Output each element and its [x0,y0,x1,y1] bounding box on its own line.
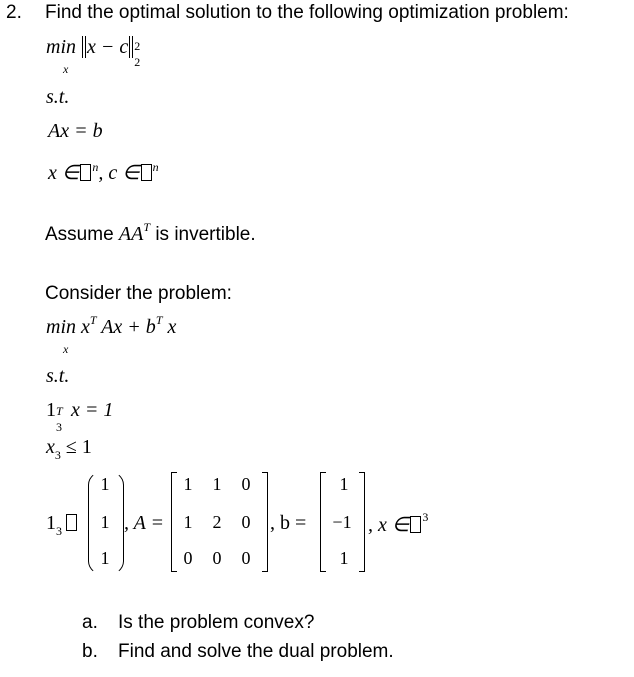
assumption [45,220,256,246]
consider-min: min [46,316,76,338]
min-subscript-var: x [63,62,69,76]
A-bracket-right [262,472,268,572]
consider-x2: x [162,316,177,338]
x3-index: 3 [54,448,61,462]
A-entry: 0 [241,512,251,532]
domain-line [48,160,159,185]
x-domain-dim: 3 [422,510,429,524]
objective [46,36,146,69]
consider-T2: T [155,313,163,327]
A-entry: 0 [241,474,251,494]
ones-vector-entry: 1 [100,474,110,494]
norm-power: 2 [134,39,141,53]
b-bracket-right [359,472,365,572]
domain-dim-1: n [92,160,99,174]
ones-dim: 3 [56,420,62,434]
reals-symbol-icon [141,164,152,181]
assume-suffix: is invertible. [150,224,256,245]
norm-index: 2 [134,55,141,69]
A-entry: 1 [183,474,193,494]
problem-number: 2. [6,2,22,23]
consider-T1: T [89,313,97,327]
reals-symbol-icon [410,516,421,533]
problem-statement: Find the optimal solution to the following optimization problem: [45,2,569,23]
constraint-ax-b: Ax = b [48,120,103,142]
ones-def-dim: 3 [56,524,62,538]
assume-prefix: Assume [45,224,119,245]
question-text: Find and solve the dual problem. [118,641,394,662]
assume-matrix: AA [118,223,144,245]
question-text: Is the problem convex? [118,612,315,633]
consider-heading: Consider the problem: [45,283,232,304]
b-label: , b = [270,512,307,534]
A-entry: 2 [212,512,222,532]
ones-def-label: 1 [46,512,56,534]
domain-c: , c ∈ [98,162,140,184]
b-entry: −1 [332,512,352,532]
x-domain [368,512,428,537]
A-entry: 0 [183,548,193,568]
A-entry: 0 [241,548,251,568]
constraint-sum [46,399,114,434]
domain-x: x ∈ [48,162,80,184]
x3-rhs: ≤ 1 [60,436,92,458]
min-operator: min [46,36,76,58]
ones-transpose: T [56,404,63,418]
A-entry: 1 [212,474,222,494]
domain-dim-2: n [152,160,159,174]
ones-vector-entry: 1 [100,512,110,532]
question-label: a. [82,612,98,633]
question-label: b. [82,641,98,662]
x3-symbol: x [46,436,55,458]
consider-mid: Ax + b [96,316,156,338]
A-label [124,512,164,535]
b-entry: 1 [339,474,349,494]
assume-transpose: T [143,220,151,234]
reals-symbol-icon [66,514,77,531]
constraint-x3 [46,436,92,462]
x-domain-text: , x ∈ [368,514,410,536]
subject-to: s.t. [46,86,70,108]
ones-symbol: 1 [46,399,56,421]
A-entry: 0 [212,548,222,568]
consider-x1: x [81,316,90,338]
b-entry: 1 [339,548,349,568]
consider-subject-to: s.t. [46,365,70,387]
consider-objective [46,313,177,339]
norm-body: x − c [87,36,129,58]
ones-def [46,512,78,538]
ones-vector-entry: 1 [100,548,110,568]
reals-symbol-icon [80,164,91,181]
sum-rhs: x = 1 [66,399,114,421]
A-entry: 1 [183,512,193,532]
consider-min-var: x [63,342,69,356]
A-label-text: , A = [124,512,164,534]
